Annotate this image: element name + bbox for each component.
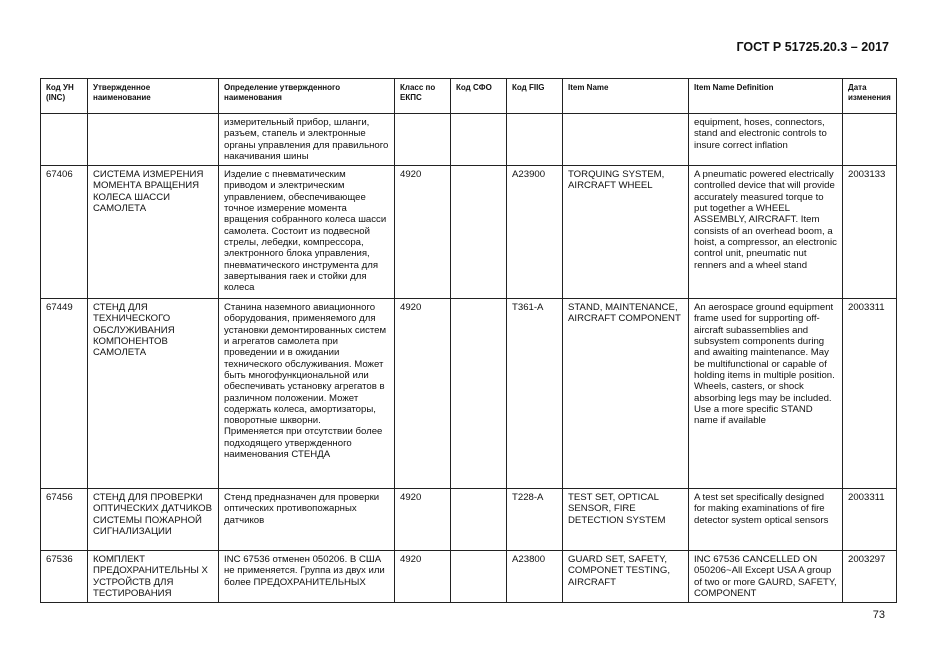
document-title: ГОСТ Р 51725.20.3 – 2017 xyxy=(736,40,889,54)
header-sfo-code: Код СФО xyxy=(451,79,507,114)
cell-definition-ru: Изделие с пневматическим приводом и электрическим управлением, обеспечивающее точное измерение момента вращения собранного колеса шасси самолета. Состоит из подвесной стрелы, лебедки, компрессора, электронного блока управления, пневматического инструмента для завертывания гаек и стойки для колеса xyxy=(219,166,395,299)
cell-inc: 67449 xyxy=(41,299,88,489)
cell-class: 4920 xyxy=(395,166,451,299)
cell-date: 2003133 xyxy=(843,166,897,299)
cell-definition-en: A pneumatic powered electrically controlled device that will provide accurately measured torque to put together a WHEEL ASSEMBLY, AIRCRAFT. Item consists of an overhead boom, a hoist, a compressor, an electronic control unit, pneumatic nut renners and a wheel stand xyxy=(689,166,843,299)
cell-fiig: T228-A xyxy=(507,489,563,551)
page-number: 73 xyxy=(872,609,885,621)
header-inc: Код УН (INC) xyxy=(41,79,88,114)
table-row xyxy=(41,166,897,299)
cell-fiig xyxy=(507,114,563,166)
cell-inc: 67536 xyxy=(41,551,88,603)
table-row xyxy=(41,299,897,489)
cell-sfo xyxy=(451,551,507,603)
cell-definition-en: equipment, hoses, connectors, stand and electronic controls to insure correct inflation xyxy=(689,114,843,166)
header-item-name: Item Name xyxy=(563,79,689,114)
cell-name-ru xyxy=(88,114,219,166)
header-item-definition: Item Name Definition xyxy=(689,79,843,114)
cell-name-en: GUARD SET, SAFETY, COMPONET TESTING, AIRCRAFT xyxy=(563,551,689,603)
cell-name-ru: СТЕНД ДЛЯ ПРОВЕРКИ ОПТИЧЕСКИХ ДАТЧИКОВ СИСТЕМЫ ПОЖАРНОЙ СИГНАЛИЗАЦИИ xyxy=(88,489,219,551)
cell-name-en: TORQUING SYSTEM, AIRCRAFT WHEEL xyxy=(563,166,689,299)
header-class: Класс по ЕКПС xyxy=(395,79,451,114)
cell-name-en: TEST SET, OPTICAL SENSOR, FIRE DETECTION SYSTEM xyxy=(563,489,689,551)
cell-class: 4920 xyxy=(395,489,451,551)
cell-definition-ru: Стенд предназначен для проверки оптических противопожарных датчиков xyxy=(219,489,395,551)
cell-fiig: A23900 xyxy=(507,166,563,299)
cell-definition-en: An aerospace ground equipment frame used for supporting off-aircraft subassemblies and subsystem components during and awaiting maintenance. May be multifunctional or capable of holding items in multiple position. Wheels, casters, or shock absorbing legs may be included. Use a more specific STAND name if available xyxy=(689,299,843,489)
cell-definition-en: A test set specifically designed for making examinations of fire detector system optical sensors xyxy=(689,489,843,551)
header-change-date: Дата изменения xyxy=(843,79,897,114)
cell-fiig: T361-A xyxy=(507,299,563,489)
header-fiig-code: Код FIIG xyxy=(507,79,563,114)
cell-date: 2003311 xyxy=(843,489,897,551)
table-row xyxy=(41,489,897,551)
cell-definition-ru: Станина наземного авиационного оборудования, применяемого для установки демонтированных систем и агрегатов самолета при проведении и в ожидании технического обслуживания. Может быть многофункциональной или обеспечивать установку агрегатов в различном положении. Может содержать колеса, амортизаторы, поворотные шкворни. Применяется при отсутствии более подходящего утвержденного наименования СТЕНДА xyxy=(219,299,395,489)
cell-sfo xyxy=(451,114,507,166)
cell-definition-ru: INC 67536 отменен 050206. В США не применяется. Группа из двух или более ПРЕДОХРАНИТЕЛЬНЫХ xyxy=(219,551,395,603)
cell-date: 2003311 xyxy=(843,299,897,489)
table-row xyxy=(41,114,897,166)
cell-inc xyxy=(41,114,88,166)
cell-class: 4920 xyxy=(395,551,451,603)
cell-definition-ru: измерительный прибор, шланги, разъем, стапель и электронные органы управления для правильного накачивания шины xyxy=(219,114,395,166)
catalog-table xyxy=(40,78,897,603)
cell-sfo xyxy=(451,489,507,551)
cell-name-ru: КОМПЛЕКТ ПРЕДОХРАНИТЕЛЬНЫ Х УСТРОЙСТВ ДЛЯ ТЕСТИРОВАНИЯ xyxy=(88,551,219,603)
cell-name-en xyxy=(563,114,689,166)
cell-name-ru: СИСТЕМА ИЗМЕРЕНИЯ МОМЕНТА ВРАЩЕНИЯ КОЛЕСА ШАССИ САМОЛЕТА xyxy=(88,166,219,299)
cell-class xyxy=(395,114,451,166)
cell-date: 2003297 xyxy=(843,551,897,603)
cell-sfo xyxy=(451,299,507,489)
cell-sfo xyxy=(451,166,507,299)
header-approved-name: Утвержденное наименование xyxy=(88,79,219,114)
cell-inc: 67406 xyxy=(41,166,88,299)
cell-name-ru: СТЕНД ДЛЯ ТЕХНИЧЕСКОГО ОБСЛУЖИВАНИЯ КОМПОНЕНТОВ САМОЛЕТА xyxy=(88,299,219,489)
cell-class: 4920 xyxy=(395,299,451,489)
cell-inc: 67456 xyxy=(41,489,88,551)
table-header-row xyxy=(41,79,897,114)
cell-definition-en: INC 67536 CANCELLED ON 050206~All Except USA A group of two or more GAURD, SAFETY, COMPONENT xyxy=(689,551,843,603)
table-row xyxy=(41,551,897,603)
header-definition-ru: Определение утвержденного наименования xyxy=(219,79,395,114)
cell-date xyxy=(843,114,897,166)
cell-fiig: A23800 xyxy=(507,551,563,603)
cell-name-en: STAND, MAINTENANCE, AIRCRAFT COMPONENT xyxy=(563,299,689,489)
